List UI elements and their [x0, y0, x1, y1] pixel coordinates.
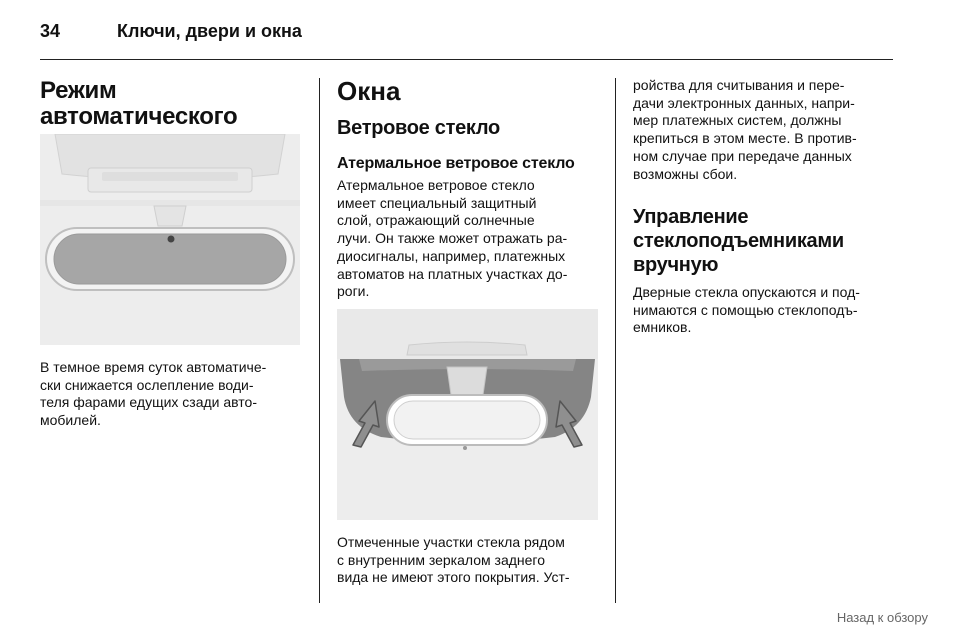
- windshield-illustration: [337, 309, 598, 520]
- back-to-overview-link[interactable]: Назад к обзору: [836, 610, 928, 625]
- column-divider-2: [615, 78, 616, 603]
- auto-dimming-text: В темное время суток автоматиче- ски снижается ослепление води- теля фарами едущих сзади авто- мобилей.: [40, 359, 267, 429]
- manual-window-winders-text: Дверные стекла опускаются и под- нимаются с помощью стеклоподъ- емников.: [633, 284, 860, 336]
- header-rule: [40, 59, 893, 60]
- heading-auto-dimming: Режим автоматического: [40, 77, 238, 130]
- heading-windows: Окна: [337, 76, 401, 106]
- rearview-mirror-figure: [40, 134, 300, 345]
- mirror-illustration: [40, 134, 300, 345]
- heading-windshield: Ветровое стекло: [337, 117, 500, 139]
- athermal-windshield-text: Атермальное ветровое стекло имеет специальный защитный слой, отражающий солнечные лучи. Он также может отражать ра- диосигналы, например, платежных автоматов на платных участках до- роги.: [337, 177, 568, 300]
- heading-athermal-windshield: Атермальное ветровое стекло: [337, 155, 575, 172]
- windshield-uncoated-area-figure: [337, 309, 598, 520]
- uncoated-area-text: Отмеченные участки стекла рядом с внутренним зеркалом заднего вида не имеют этого покрытия. Уст-: [337, 534, 570, 586]
- heading-manual-window-winders: Управление стеклоподъемниками вручную: [633, 206, 844, 276]
- section-title: Ключи, двери и окна: [117, 21, 302, 41]
- uncoated-area-text-continued: ройства для считывания и пере- дачи электронных данных, напри- мер платежных систем, должны крепиться в этом месте. В против- ном случае при передаче данных возможны сбои.: [633, 77, 857, 182]
- column-divider-1: [319, 78, 320, 603]
- page-number: 34: [40, 21, 61, 41]
